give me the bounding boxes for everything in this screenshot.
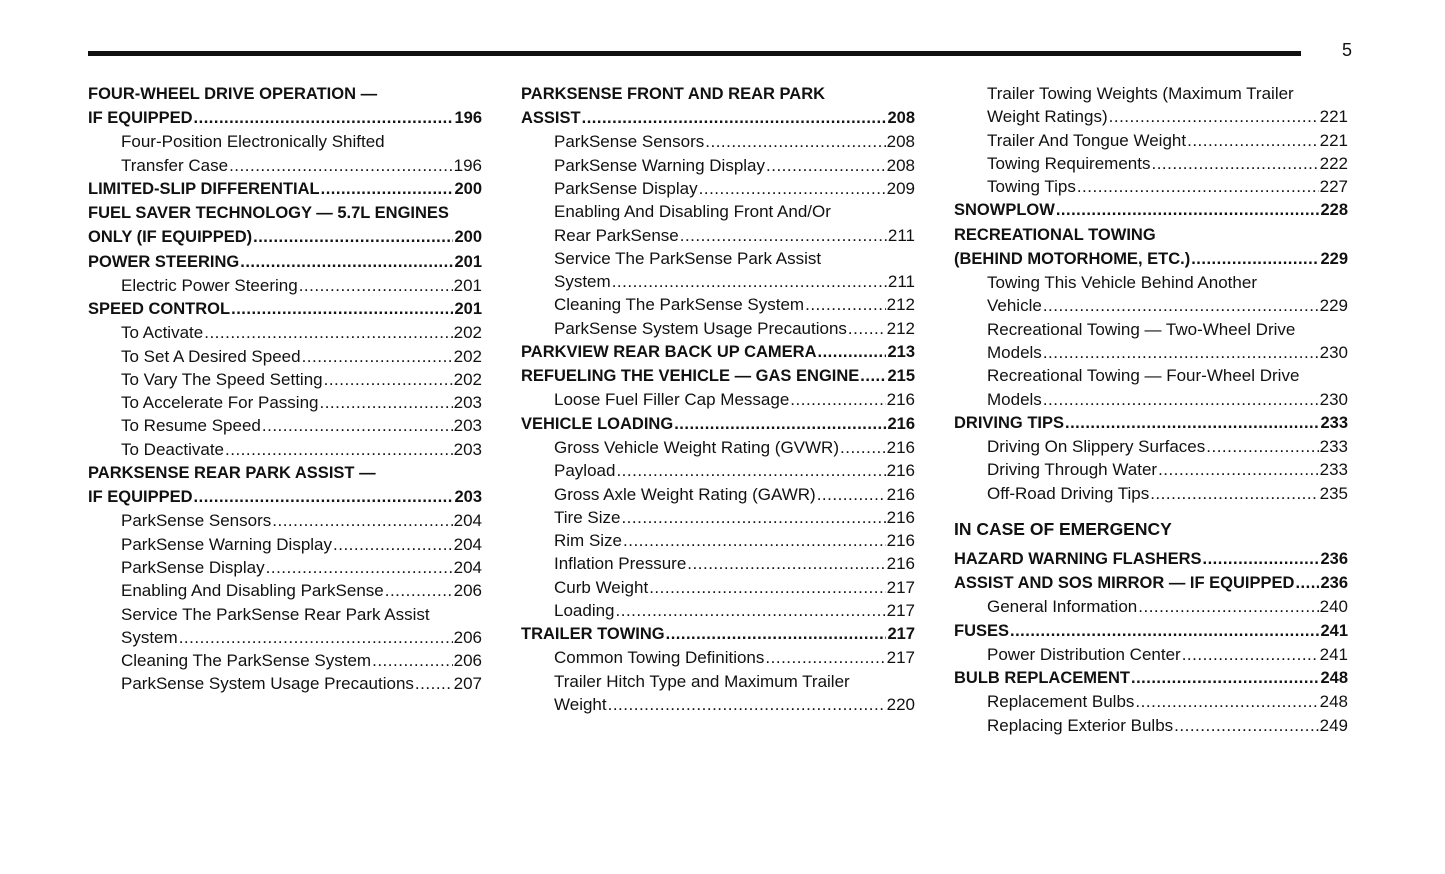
chapter-heading [954,511,1348,547]
toc-subentry [954,364,1348,387]
toc-subentry[interactable] [521,646,915,669]
toc-subentry[interactable] [954,714,1348,737]
toc-page-number: 215 [887,367,915,386]
dot-leader [766,154,886,177]
toc-subentry[interactable] [521,177,915,200]
dot-leader [229,154,453,177]
toc-subentry[interactable] [521,388,915,411]
toc-subentry[interactable] [521,436,915,459]
toc-entry-title: To Activate [121,323,204,343]
toc-page-number: 248 [1319,692,1348,712]
dot-leader [319,391,452,414]
toc-entry-title: PARKSENSE FRONT AND REAR PARK [521,85,826,103]
toc-subentry[interactable] [88,368,482,391]
toc-page-number: 203 [453,416,482,436]
dot-leader [1203,547,1320,571]
toc-subentry[interactable] [954,341,1348,364]
toc-subentry[interactable] [521,576,915,599]
dot-leader [1295,571,1319,595]
toc-page-number: 216 [886,437,915,457]
toc-entry-title: Service The ParkSense Park Assist [554,248,822,268]
toc-entry-title: Weight [554,695,607,715]
toc-subentry[interactable] [88,438,482,461]
toc-section-entry [954,223,1348,247]
dot-leader [272,509,452,532]
toc-entry-title: ParkSense System Usage Precautions [121,674,414,694]
toc-subentry[interactable] [521,317,915,340]
toc-entry-title: Power Distribution Center [987,644,1181,664]
toc-page-number: 200 [454,179,482,198]
toc-entry-title: Models [987,389,1042,409]
toc-entry-title: Inflation Pressure [554,554,687,574]
dot-leader [1043,388,1319,411]
toc-entry-title: To Set A Desired Speed [121,346,301,366]
toc-page-number: 206 [453,581,482,601]
toc-entry-title: ParkSense System Usage Precautions [554,318,847,338]
toc-entry-title: POWER STEERING [88,252,240,271]
toc-entry-title: PARKSENSE REAR PARK ASSIST — [88,463,376,482]
toc-subentry[interactable] [521,483,915,506]
toc-entry-title: LIMITED-SLIP DIFFERENTIAL [88,179,320,198]
dot-leader [194,485,454,509]
dot-leader [1109,105,1319,128]
toc-page-number: 217 [887,625,915,644]
toc-section-entry[interactable] [88,177,482,201]
toc-entry-title: ParkSense Warning Display [121,534,333,554]
toc-page-number: 211 [887,272,915,292]
toc-entry-title: General Information [987,597,1138,617]
toc-entry-title: ONLY (IF EQUIPPED) [88,228,253,247]
dot-leader [1206,435,1318,458]
toc-page-number: 216 [886,390,915,410]
toc-entry-title: ParkSense Sensors [554,132,705,152]
toc-page-number: 248 [1320,669,1348,688]
toc-section-entry [88,201,482,225]
toc-page-number: 201 [454,252,482,271]
dot-leader [608,693,886,716]
toc-entry-title: Recreational Towing — Four-Wheel Drive [987,366,1300,386]
toc-column-1 [88,82,482,696]
toc-page-number: 216 [886,507,915,527]
toc-subentry[interactable] [954,435,1348,458]
toc-entry-title: Replacement Bulbs [987,692,1135,712]
dot-leader [1150,482,1318,505]
toc-section-entry[interactable] [954,198,1348,222]
toc-entry-title: Cleaning The ParkSense System [554,295,805,315]
toc-page-number: 216 [886,554,915,574]
dot-leader [765,646,885,669]
toc-page-number: 229 [1320,249,1348,268]
toc-entry-title: Electric Power Steering [121,275,298,295]
dot-leader [1065,411,1319,435]
toc-page-number: 196 [454,109,482,128]
toc-page-number: 204 [453,557,482,577]
toc-page-number: 203 [453,393,482,413]
toc-subentry[interactable] [954,105,1348,128]
dot-leader [231,297,453,321]
toc-entry-title: IN CASE OF EMERGENCY [954,518,1172,539]
toc-page-number: 233 [1320,413,1348,432]
dot-leader [840,436,886,459]
toc-page-number: 221 [1319,107,1348,127]
toc-page-number: 230 [1319,389,1348,409]
toc-entry-title: ASSIST AND SOS MIRROR — IF EQUIPPED [954,574,1295,593]
dot-leader [179,626,453,649]
toc-entry-title: FUSES [954,621,1010,640]
toc-page-number: 217 [886,600,915,620]
dot-leader [817,483,886,506]
toc-subentry [954,271,1348,294]
toc-subentry[interactable] [88,579,482,602]
toc-page-number: 213 [887,343,915,362]
toc-entry-title: Towing This Vehicle Behind Another [987,273,1257,293]
toc-entry-title: Rim Size [554,531,623,551]
toc-entry-title: TRAILER TOWING [521,625,665,644]
dot-leader [333,533,453,556]
toc-section-entry[interactable] [521,340,915,364]
dot-leader [623,529,886,552]
toc-entry-title: DRIVING TIPS [954,413,1065,432]
dot-leader [324,368,453,391]
toc-subentry[interactable] [521,130,915,153]
toc-subentry[interactable] [954,294,1348,317]
toc-page-number: 202 [453,346,482,366]
toc-entry-title: Gross Vehicle Weight Rating (GVWR) [554,437,839,457]
dot-leader [266,556,453,579]
toc-section-entry[interactable] [954,411,1348,435]
toc-subentry[interactable] [954,152,1348,175]
toc-subentry [954,318,1348,341]
toc-page-number: 212 [886,295,915,315]
toc-subentry[interactable] [521,599,915,622]
toc-subentry[interactable] [954,643,1348,666]
dot-leader [372,649,453,672]
dot-leader [1191,247,1319,271]
toc-entry-title: Service The ParkSense Rear Park Assist [121,604,430,624]
dot-leader [649,576,885,599]
toc-section-entry[interactable] [954,619,1348,643]
toc-subentry [521,670,915,693]
dot-leader [415,672,453,695]
toc-entry-title: To Vary The Speed Setting [121,369,323,389]
toc-subentry[interactable] [88,321,482,344]
toc-entry-title: Towing Tips [987,177,1076,197]
toc-page-number: 230 [1319,342,1348,362]
toc-page-number: 236 [1320,549,1348,568]
dot-leader [299,274,453,297]
toc-section-entry[interactable] [521,622,915,646]
toc-section-entry[interactable] [954,547,1348,571]
toc-section-entry[interactable] [88,106,482,130]
toc-subentry[interactable] [88,154,482,177]
toc-page-number: 208 [887,109,915,128]
toc-entry-title: ParkSense Display [554,178,698,198]
toc-entry-title: IF EQUIPPED [88,488,193,507]
toc-subentry[interactable] [954,175,1348,198]
toc-entry-title: Cleaning The ParkSense System [121,651,372,671]
toc-entry-title: PARKVIEW REAR BACK UP CAMERA [521,343,817,362]
toc-entry-title: Weight Ratings) [987,107,1108,127]
toc-subentry[interactable] [521,529,915,552]
toc-page-number: 233 [1319,460,1348,480]
toc-entry-title: Vehicle [987,296,1042,316]
toc-page-number: 200 [454,228,482,247]
toc-entry-title: Tire Size [554,507,621,527]
toc-entry-title: Four-Position Electronically Shifted [121,132,385,152]
toc-subentry[interactable] [88,672,482,695]
toc-entry-title: Rear ParkSense [554,225,679,245]
toc-entry-title: Common Towing Definitions [554,648,765,668]
toc-page-number: 212 [886,318,915,338]
toc-subentry[interactable] [88,274,482,297]
toc-entry-title: BULB REPLACEMENT [954,669,1130,688]
toc-section-entry[interactable] [88,485,482,509]
toc-page-number: 209 [886,178,915,198]
toc-section-entry [88,82,482,106]
toc-page-number: 229 [1319,296,1348,316]
dot-leader [848,317,886,340]
toc-subentry[interactable] [88,391,482,414]
toc-subentry[interactable] [954,482,1348,505]
toc-entry-title: SNOWPLOW [954,201,1055,220]
toc-entry-title: FOUR-WHEEL DRIVE OPERATION — [88,85,378,103]
dot-leader [385,579,453,602]
header-rule [88,51,1301,56]
toc-entry-title: RECREATIONAL TOWING [954,225,1156,244]
toc-section-entry[interactable] [88,250,482,274]
toc-entry-title: VEHICLE LOADING [521,414,674,433]
dot-leader [805,293,886,316]
toc-page-number: 201 [454,300,482,319]
toc-page-number: 204 [453,511,482,531]
toc-section-entry[interactable] [954,666,1348,690]
toc-page-number: 228 [1320,201,1348,220]
dot-leader [302,345,453,368]
dot-leader [616,599,886,622]
toc-page-number: 202 [453,369,482,389]
toc-entry-title: Driving On Slippery Surfaces [987,437,1206,457]
toc-subentry[interactable] [521,552,915,575]
dot-leader [699,177,886,200]
dot-leader [582,106,887,130]
toc-page-number: 204 [453,534,482,554]
toc-page-number: 233 [1319,437,1348,457]
toc-subentry[interactable] [521,154,915,177]
toc-page-number: 240 [1319,597,1348,617]
toc-entry-title: Recreational Towing — Two-Wheel Drive [987,319,1296,339]
dot-leader [321,177,454,201]
toc-entry-title: To Accelerate For Passing [121,393,319,413]
toc-subentry[interactable] [521,459,915,482]
toc-entry-title: Enabling And Disabling ParkSense [121,581,384,601]
toc-page-number: 196 [453,155,482,175]
dot-leader [1043,341,1319,364]
toc-entry-title: Models [987,342,1042,362]
toc-page-number: 216 [886,461,915,481]
toc-entry-title: Curb Weight [554,577,649,597]
toc-entry-title: Payload [554,461,616,481]
toc-subentry[interactable] [88,649,482,672]
toc-entry-title: ParkSense Display [121,557,265,577]
toc-entry-title: Driving Through Water [987,460,1158,480]
toc-entry-title: Trailer And Tongue Weight [987,130,1187,150]
dot-leader [621,506,885,529]
toc-page-number: 206 [453,627,482,647]
dot-leader [1077,175,1319,198]
dot-leader [253,225,453,249]
dot-leader [674,412,886,436]
toc-subentry[interactable] [954,388,1348,411]
dot-leader [1043,294,1319,317]
dot-leader [1010,619,1319,643]
toc-section-entry[interactable] [521,364,915,388]
toc-subentry[interactable] [954,458,1348,481]
dot-leader [1187,129,1319,152]
dot-leader [225,438,453,461]
page-number: 5 [1342,40,1353,60]
dot-leader [1158,458,1319,481]
toc-page-number: 208 [886,132,915,152]
toc-subentry[interactable] [88,533,482,556]
toc-page-number: 227 [1319,177,1348,197]
toc-subentry[interactable] [521,693,915,716]
toc-column-3 [954,82,1348,737]
toc-subentry [88,603,482,626]
toc-page-number: 241 [1319,644,1348,664]
toc-entry-title: System [121,627,178,647]
toc-page-number: 222 [1319,153,1348,173]
toc-entry-title: REFUELING THE VEHICLE — GAS ENGINE [521,367,860,386]
toc-subentry[interactable] [521,270,915,293]
toc-subentry [954,82,1348,105]
toc-subentry [88,130,482,153]
dot-leader [860,364,886,388]
toc-entry-title: Replacing Exterior Bulbs [987,715,1174,735]
toc-entry-title: Loading [554,600,615,620]
dot-leader [687,552,885,575]
dot-leader [1056,198,1320,222]
dot-leader [616,459,885,482]
toc-entry-title: To Deactivate [121,439,224,459]
toc-section-entry[interactable] [88,225,482,249]
toc-entry-title: ASSIST [521,109,581,128]
toc-page-number: 236 [1320,574,1348,593]
toc-entry-title: HAZARD WARNING FLASHERS [954,549,1202,568]
toc-subentry[interactable] [88,414,482,437]
toc-section-entry[interactable] [954,571,1348,595]
toc-subentry[interactable] [521,506,915,529]
toc-page-number: 249 [1319,715,1348,735]
toc-subentry[interactable] [88,345,482,368]
toc-section-entry[interactable] [521,412,915,436]
toc-page-number: 211 [887,225,915,245]
toc-entry-title: Loose Fuel Filler Cap Message [554,390,790,410]
toc-section-entry[interactable] [521,106,915,130]
toc-section-entry [88,461,482,485]
dot-leader [705,130,885,153]
dot-leader [680,224,887,247]
toc-entry-title: Towing Requirements [987,153,1151,173]
toc-entry-title: ParkSense Sensors [121,511,272,531]
dot-leader [1182,643,1319,666]
toc-entry-title: ParkSense Warning Display [554,155,766,175]
dot-leader [204,321,452,344]
toc-entry-title: SPEED CONTROL [88,300,231,319]
toc-subentry [521,247,915,270]
toc-page-number: 207 [453,674,482,694]
toc-entry-title: To Resume Speed [121,416,261,436]
toc-page-number: 216 [886,531,915,551]
toc-section-entry[interactable] [954,247,1348,271]
toc-page-number: 217 [886,648,915,668]
toc-page-number: 202 [453,323,482,343]
toc-entry-title: Trailer Towing Weights (Maximum Trailer [987,84,1294,103]
toc-page-number: 235 [1319,483,1348,503]
toc-page-number: 241 [1320,621,1348,640]
toc-section-entry [521,82,915,106]
toc-subentry[interactable] [88,626,482,649]
toc-subentry[interactable] [954,690,1348,713]
toc-page-number: 216 [886,484,915,504]
toc-entry-title: Transfer Case [121,155,229,175]
toc-entry-title: IF EQUIPPED [88,109,193,128]
toc-column-2 [521,82,915,716]
toc-subentry[interactable] [521,293,915,316]
dot-leader [790,388,885,411]
toc-subentry[interactable] [88,556,482,579]
toc-page-number: 217 [886,577,915,597]
toc-page-number: 201 [453,275,482,295]
dot-leader [818,340,887,364]
dot-leader [666,622,887,646]
toc-entry-title: (BEHIND MOTORHOME, ETC.) [954,249,1191,268]
toc-subentry[interactable] [954,595,1348,618]
toc-entry-title: Trailer Hitch Type and Maximum Trailer [554,671,850,691]
toc-entry-title: Gross Axle Weight Rating (GAWR) [554,484,816,504]
toc-subentry[interactable] [521,224,915,247]
dot-leader [262,414,453,437]
toc-entry-title: FUEL SAVER TECHNOLOGY — 5.7L ENGINES [88,204,449,223]
toc-subentry[interactable] [88,509,482,532]
toc-page-number: 208 [886,155,915,175]
dot-leader [240,250,453,274]
dot-leader [1174,714,1318,737]
dot-leader [1138,595,1318,618]
toc-entry-title: System [554,272,611,292]
toc-section-entry[interactable] [88,297,482,321]
toc-page-number: 203 [454,488,482,507]
toc-entry-title: Off-Road Driving Tips [987,483,1150,503]
toc-page-number: 203 [453,439,482,459]
dot-leader [1151,152,1318,175]
toc-subentry[interactable] [954,129,1348,152]
dot-leader [1131,666,1319,690]
dot-leader [612,270,887,293]
dot-leader [194,106,454,130]
toc-subentry [521,200,915,223]
toc-entry-title: Enabling And Disabling Front And/Or [554,202,831,222]
toc-page-number: 220 [886,695,915,715]
toc-page-number: 206 [453,651,482,671]
dot-leader [1135,690,1318,713]
toc-page-number: 221 [1319,130,1348,150]
toc-page-number: 216 [887,414,915,433]
